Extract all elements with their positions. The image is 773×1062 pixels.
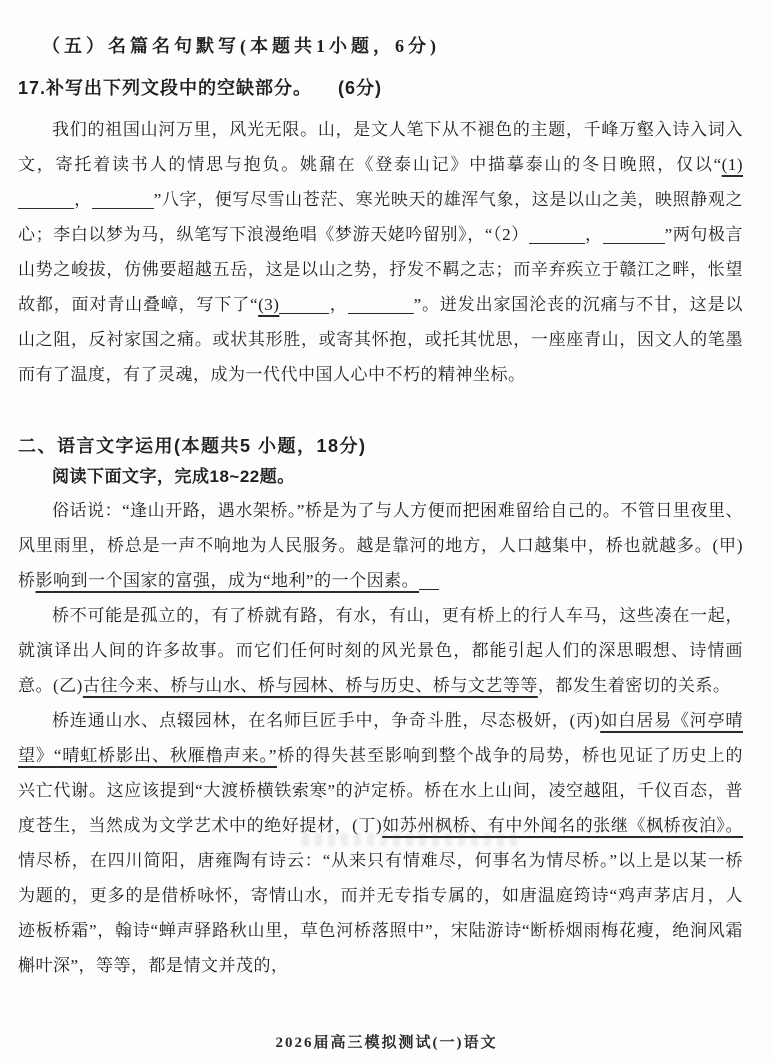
text-run: 桥不可能是孤立的，有了桥就有路，有水，有山，更有桥上的行人车马，这些凑在一起，就演译出人间的许多故事。而它们任何时刻的风光景色，都能引起人们的深思暇想、诗情画意。(乙) — [18, 606, 743, 695]
answer-blank — [348, 299, 414, 314]
text-run: ”。迸发出家国沦丧的沉痛与不甘，这是以山之阻，反衬家国之痛。或状其形胜，或寄其怀抱，或托其忧思，一座座青山，因文人的笔墨而有了温度，有了灵魂，成为一代代中国人心中不朽的精神坐标。 — [18, 295, 744, 384]
answer-blank — [92, 194, 154, 209]
dictation-passage — [18, 112, 743, 392]
text-run: ， — [329, 295, 348, 314]
text-run: （2） — [492, 225, 529, 244]
text-run: ，都发生着密切的关系。 — [537, 676, 731, 695]
usage-paragraph-2 — [18, 598, 743, 703]
text-run: 我们的祖国山河万里，风光无限。山，是文人笔下从不褪色的主题，千峰万壑入诗入词入文，寄托着读书人的情思与抱负。姚鼐在《登泰山记》中描摹泰山的冬日晚照，仅以“ — [18, 120, 743, 174]
underlined-text: 如苏州枫桥、有中外闻名的张继《枫桥夜泊》。 — [382, 816, 744, 835]
text-run: 情尽桥，在四川简阳，唐雍陶有诗云：“从来只有情难尽，何事名为情尽桥。”以上是以某一桥为题的，更多的是借桥咏怀，寄情山水，而并无专指专属的，如唐温庭筠诗“鸡声茅店月，人迹板桥霜”，翰诗“蝉声驿路秋山里，草色河桥落照中”，宋陆游诗“断桥烟雨梅花瘦，绝涧风霜槲叶深”，等等，都是情文并茂的， — [18, 851, 743, 975]
question-17-text: 17.补写出下列文段中的空缺部分。 — [18, 78, 313, 98]
text-run: ”八字，便写尽雪山苍茫、寒光映天的雄浑气象，这是以山之美，映照静观之心；李白以梦为马，纵笔写下浪漫绝唱《梦游天姥吟留别》，“ — [18, 190, 744, 244]
page-footer-title: 2026届高三模拟测试(一)语文 — [275, 1035, 498, 1051]
section-five-heading: （五）名篇名句默写(本题共1小题，6分) — [42, 36, 440, 56]
usage-paragraph-1 — [18, 493, 743, 598]
question-17-line — [18, 74, 743, 100]
underlined-text: 古往今来、桥与山水、桥与园林、桥与历史、桥与文艺等等 — [82, 676, 538, 695]
text-run: ， — [74, 190, 92, 209]
text-run: 俗话说：“逢山开路，遇水架桥。”桥是为了与人方便而把困难留给自己的。不管日里夜里、风里雨里，桥总是一声不响地为人民服务。越是靠河的地方，人口越集中，桥也就越多。(甲)桥 — [18, 501, 743, 590]
answer-blank — [603, 229, 665, 244]
underlined-text: (3) — [258, 295, 280, 314]
answer-blank — [279, 299, 329, 314]
text-run: 桥的得失甚至影响到整个战争的局势，桥也见证了历史上的兴亡代谢。这应该提到“大渡桥横铁索寒”的泸定桥。桥在水上山间，凌空越阻，千仪百态，普度苍生，当然成为文学艺术中的绝好提材，(丁) — [18, 746, 744, 835]
underlined-text: 如白居易《河亭晴望》“晴虹桥影出、秋雁橹声来。” — [18, 711, 744, 765]
underlined-text: (1) — [721, 155, 743, 174]
usage-paragraph-3 — [18, 703, 743, 983]
section-two-heading: 二、语言文字运用(本题共5 小题，18分) — [18, 436, 367, 456]
question-17-points: (6分) — [338, 78, 383, 98]
reading-instruction: 阅读下面文字，完成18~22题。 — [52, 467, 295, 486]
underlined-text: 影响到一个国家的富强，成为“地利”的一个因素。 — [35, 571, 420, 590]
answer-blank — [529, 229, 585, 244]
text-run: ， — [584, 225, 603, 244]
text-run: 桥连通山水、点辍园林，在名师巨匠手中，争奇斗胜，尽态极妍，(丙) — [52, 711, 601, 730]
answer-blank — [419, 575, 439, 590]
text-run: ”两句极言山势之峻拔，仿佛要超越五岳，这是以山之势，抒发不羁之志；而辛弃疾立于赣江之畔，怅望故都，面对青山叠嶂，写下了“ — [18, 225, 744, 314]
answer-blank — [18, 194, 74, 209]
